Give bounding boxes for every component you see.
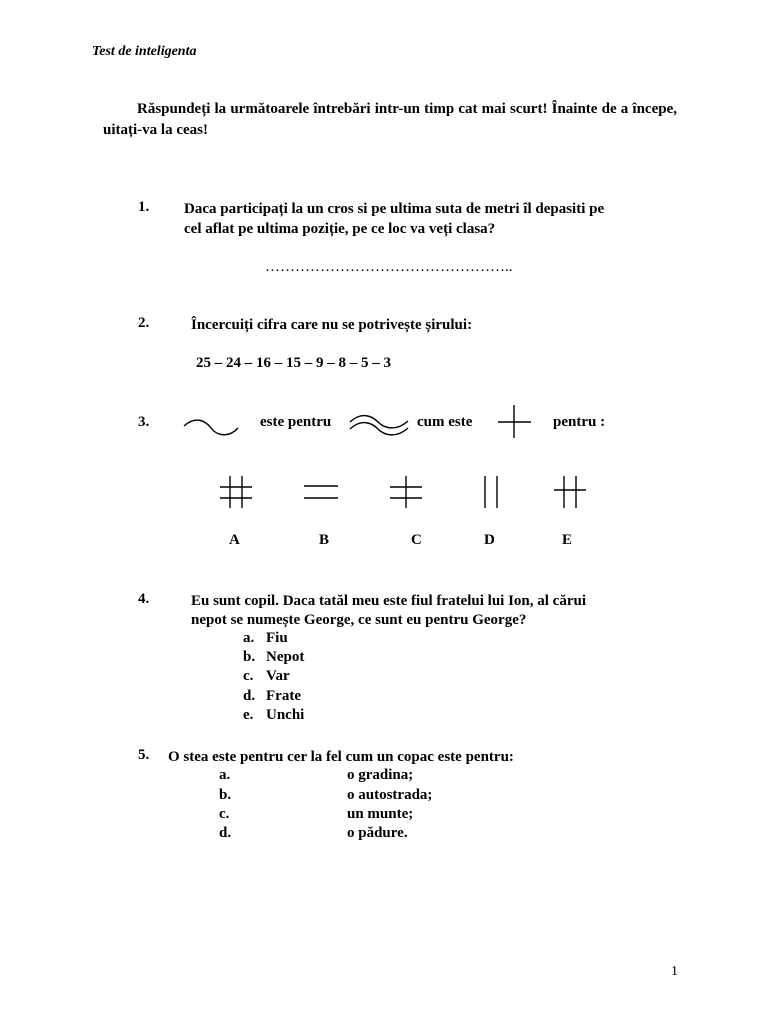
option-e-hash-icon [552,474,588,510]
option-a-hash-icon [218,474,254,510]
document-header: Test de inteligenta [92,44,197,59]
question-4-option-e-letter: e. [243,707,254,723]
question-4-option-a-letter: a. [243,630,255,646]
page-number: 1 [671,964,678,979]
question-5-number: 5. [138,747,150,763]
question-1-answer-line: ………………………………………….. [265,259,513,275]
question-5-option-c-text: un munte; [347,806,414,822]
question-4-option-c-letter: c. [243,668,254,684]
question-5-option-a-letter: a. [219,767,231,783]
question-5-option-d-letter: d. [219,825,232,841]
question-4-option-a-text: Fiu [266,630,288,646]
option-c-label: C [411,532,422,548]
double-wave-icon [349,412,409,442]
question-4-option-b-letter: b. [243,649,256,665]
question-2-sequence: 25 – 24 – 16 – 15 – 9 – 8 – 5 – 3 [196,355,391,371]
option-d-label: D [484,532,495,548]
question-5-option-b-letter: b. [219,787,232,803]
question-5-text: O stea este pentru cer la fel cum un copac este pentru: [168,749,514,765]
question-4-option-d-text: Frate [266,688,301,704]
option-a-label: A [229,532,240,548]
question-3-number: 3. [138,414,150,430]
question-1-number: 1. [138,199,150,215]
single-wave-icon [183,418,239,438]
option-e-label: E [562,532,573,548]
question-4-option-c-text: Var [266,668,290,684]
question-2-text: Încercuiți cifra care nu se potrivește șirului: [191,317,473,333]
question-4-option-e-text: Unchi [266,707,305,723]
question-4-option-b-text: Nepot [266,649,305,665]
question-5-option-c-letter: c. [219,806,230,822]
option-c-cross-equals-icon [388,474,424,510]
question-3-text-part-2: cum este [417,414,473,430]
plus-cross-icon [497,404,533,440]
question-3-text-part-3: pentru : [553,414,606,430]
option-b-equals-icon [302,480,340,504]
question-5-option-b-text: o autostrada; [347,787,433,803]
option-d-parallel-icon [476,474,506,510]
question-1-line-2: cel aflat pe ultima poziție, pe ce loc va veți clasa? [184,221,496,237]
option-b-label: B [319,532,330,548]
question-3-text-part-1: este pentru [260,414,332,430]
question-5-option-d-text: o pădure. [347,825,408,841]
question-4-number: 4. [138,591,150,607]
question-4-option-d-letter: d. [243,688,256,704]
question-1-line-1: Daca participați la un cros si pe ultima suta de metri îl depasiti pe [184,201,605,217]
question-4-line-1: Eu sunt copil. Daca tatăl meu este fiul fratelui lui Ion, al cărui [191,593,586,609]
question-5-option-a-text: o gradina; [347,767,414,783]
question-4-line-2: nepot se numește George, ce sunt eu pentru George? [191,612,527,628]
question-2-number: 2. [138,315,150,331]
intro-paragraph: Răspundeți la următoarele întrebări intr-un timp cat mai scurt! Înainte de a începe, uitați-va la ceas! [103,101,677,138]
